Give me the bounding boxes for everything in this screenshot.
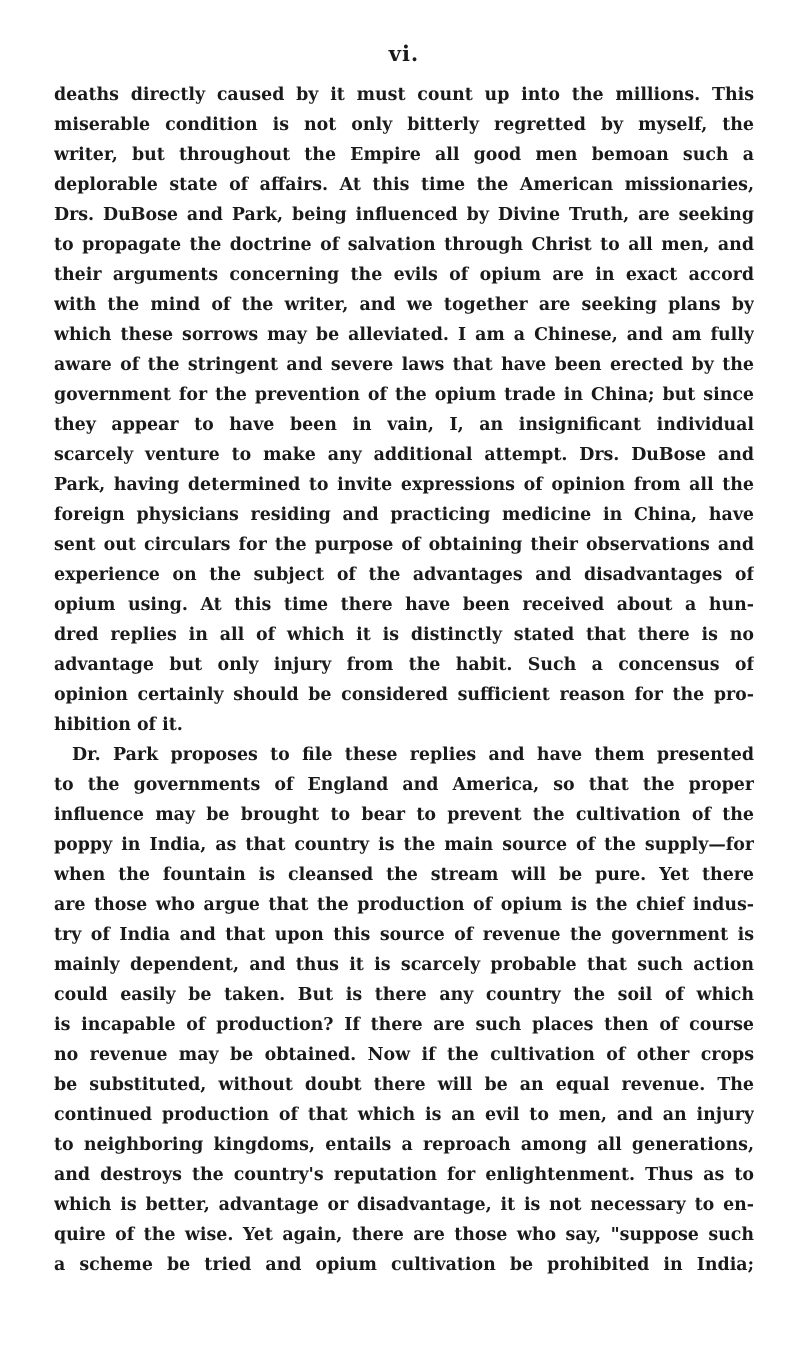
text-line: is incapable of production? If there are such places then of course	[54, 1015, 754, 1035]
text-line: Drs. DuBose and Park, being influenced by Divine Truth, are seeking	[54, 205, 754, 225]
text-line: which is better, advantage or disadvantage, it is not necessary to en-	[54, 1195, 754, 1215]
text-line: to the governments of England and America, so that the proper	[54, 775, 754, 795]
text-line: sent out circulars for the purpose of obtaining their observations and	[54, 535, 754, 555]
text-line: aware of the stringent and severe laws that have been erected by the	[54, 355, 754, 375]
text-line: government for the prevention of the opium trade in China; but since	[54, 385, 754, 405]
text-line: opium using. At this time there have been received about a hun-	[54, 595, 754, 615]
text-line: advantage but only injury from the habit. Such a concensus of	[54, 655, 754, 675]
text-line: opinion certainly should be considered sufficient reason for the pro-	[54, 685, 754, 705]
text-line: deaths directly caused by it must count up into the millions. This	[54, 85, 754, 105]
text-line: quire of the wise. Yet again, there are those who say, "suppose such	[54, 1225, 754, 1245]
text-line: deplorable state of affairs. At this time the American missionaries,	[54, 175, 754, 195]
page-number: vi.	[388, 41, 420, 66]
text-line: a scheme be tried and opium cultivation be prohibited in India;	[54, 1255, 754, 1275]
text-line: Park, having determined to invite expressions of opinion from all the	[54, 475, 754, 495]
text-line: could easily be taken. But is there any country the soil of which	[54, 985, 754, 1005]
text-line: with the mind of the writer, and we together are seeking plans by	[54, 295, 754, 315]
text-line: poppy in India, as that country is the main source of the supply—for	[54, 835, 754, 855]
text-line: when the fountain is cleansed the stream will be pure. Yet there	[54, 865, 754, 885]
text-line: continued production of that which is an evil to men, and an injury	[54, 1105, 754, 1125]
text-line: try of India and that upon this source of revenue the government is	[54, 925, 754, 945]
text-line: which these sorrows may be alleviated. I am a Chinese, and am fully	[54, 325, 754, 345]
text-line: Dr. Park proposes to file these replies and have them presented	[72, 745, 754, 765]
text-line: dred replies in all of which it is distinctly stated that there is no	[54, 625, 754, 645]
text-line: are those who argue that the production of opium is the chief indus-	[54, 895, 754, 915]
text-line: miserable condition is not only bitterly regretted by myself, the	[54, 115, 754, 135]
text-line: their arguments concerning the evils of opium are in exact accord	[54, 265, 754, 285]
text-line: experience on the subject of the advantages and disadvantages of	[54, 565, 754, 585]
text-line: be substituted, without doubt there will be an equal revenue. The	[54, 1075, 754, 1095]
text-line: they appear to have been in vain, I, an insignificant individual	[54, 415, 754, 435]
text-line: hibition of it.	[54, 715, 183, 735]
text-line: mainly dependent, and thus it is scarcely probable that such action	[54, 955, 754, 975]
document-page	[54, 40, 754, 1360]
text-line: foreign physicians residing and practicing medicine in China, have	[54, 505, 754, 525]
text-line: to propagate the doctrine of salvation through Christ to all men, and	[54, 235, 754, 255]
text-line: writer, but throughout the Empire all good men bemoan such a	[54, 145, 754, 165]
text-line: no revenue may be obtained. Now if the cultivation of other crops	[54, 1045, 754, 1065]
text-line: influence may be brought to bear to prevent the cultivation of the	[54, 805, 754, 825]
text-line: scarcely venture to make any additional attempt. Drs. DuBose and	[54, 445, 754, 465]
body-text	[54, 80, 754, 1280]
text-line: and destroys the country's reputation for enlightenment. Thus as to	[54, 1165, 754, 1185]
text-line: to neighboring kingdoms, entails a reproach among all generations,	[54, 1135, 754, 1155]
